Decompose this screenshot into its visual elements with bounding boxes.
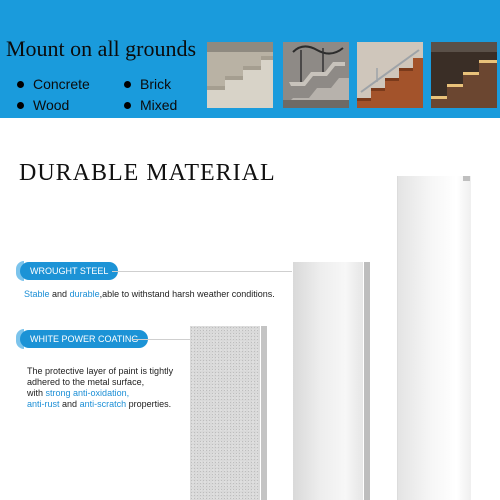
- steel-bar-edge: [364, 262, 370, 500]
- white-coating-leader: [132, 339, 190, 340]
- concrete-stairs-photo: [207, 42, 273, 108]
- white-coating-description: The protective layer of paint is tightly adhered to the metal surface, with strong anti-oxidation, anti-rust and anti-scratch properties.: [27, 366, 174, 409]
- tall-post-cap: [463, 176, 470, 181]
- bullet-dot-icon: [124, 102, 131, 109]
- section-title: DURABLE MATERIAL: [19, 160, 276, 186]
- white-coating-label: WHITE POWER COATING: [20, 330, 148, 348]
- bullet-dot-icon: [17, 102, 24, 109]
- bullet-dot-icon: [17, 81, 24, 88]
- tall-post-bar: [397, 176, 471, 500]
- mixed-stairs-photo: [431, 42, 497, 108]
- ground-item-wood: Wood: [17, 97, 69, 113]
- wrought-steel-description: Stable and durable,able to withstand harsh weather conditions.: [24, 289, 275, 299]
- wrought-steel-leader: [112, 271, 292, 272]
- steel-bar: [293, 262, 363, 500]
- brick-stairs-photo: [283, 42, 349, 108]
- coated-bar: [190, 326, 260, 500]
- banner-title: Mount on all grounds: [6, 36, 197, 61]
- wood-stairs-photo: [357, 42, 423, 108]
- wrought-steel-label: WROUGHT STEEL: [20, 262, 118, 280]
- ground-item-brick: Brick: [124, 76, 171, 92]
- ground-item-concrete: Concrete: [17, 76, 90, 92]
- coated-bar-edge: [261, 326, 267, 500]
- ground-item-mixed: Mixed: [124, 97, 177, 113]
- bullet-dot-icon: [124, 81, 131, 88]
- ground-banner: [0, 0, 500, 118]
